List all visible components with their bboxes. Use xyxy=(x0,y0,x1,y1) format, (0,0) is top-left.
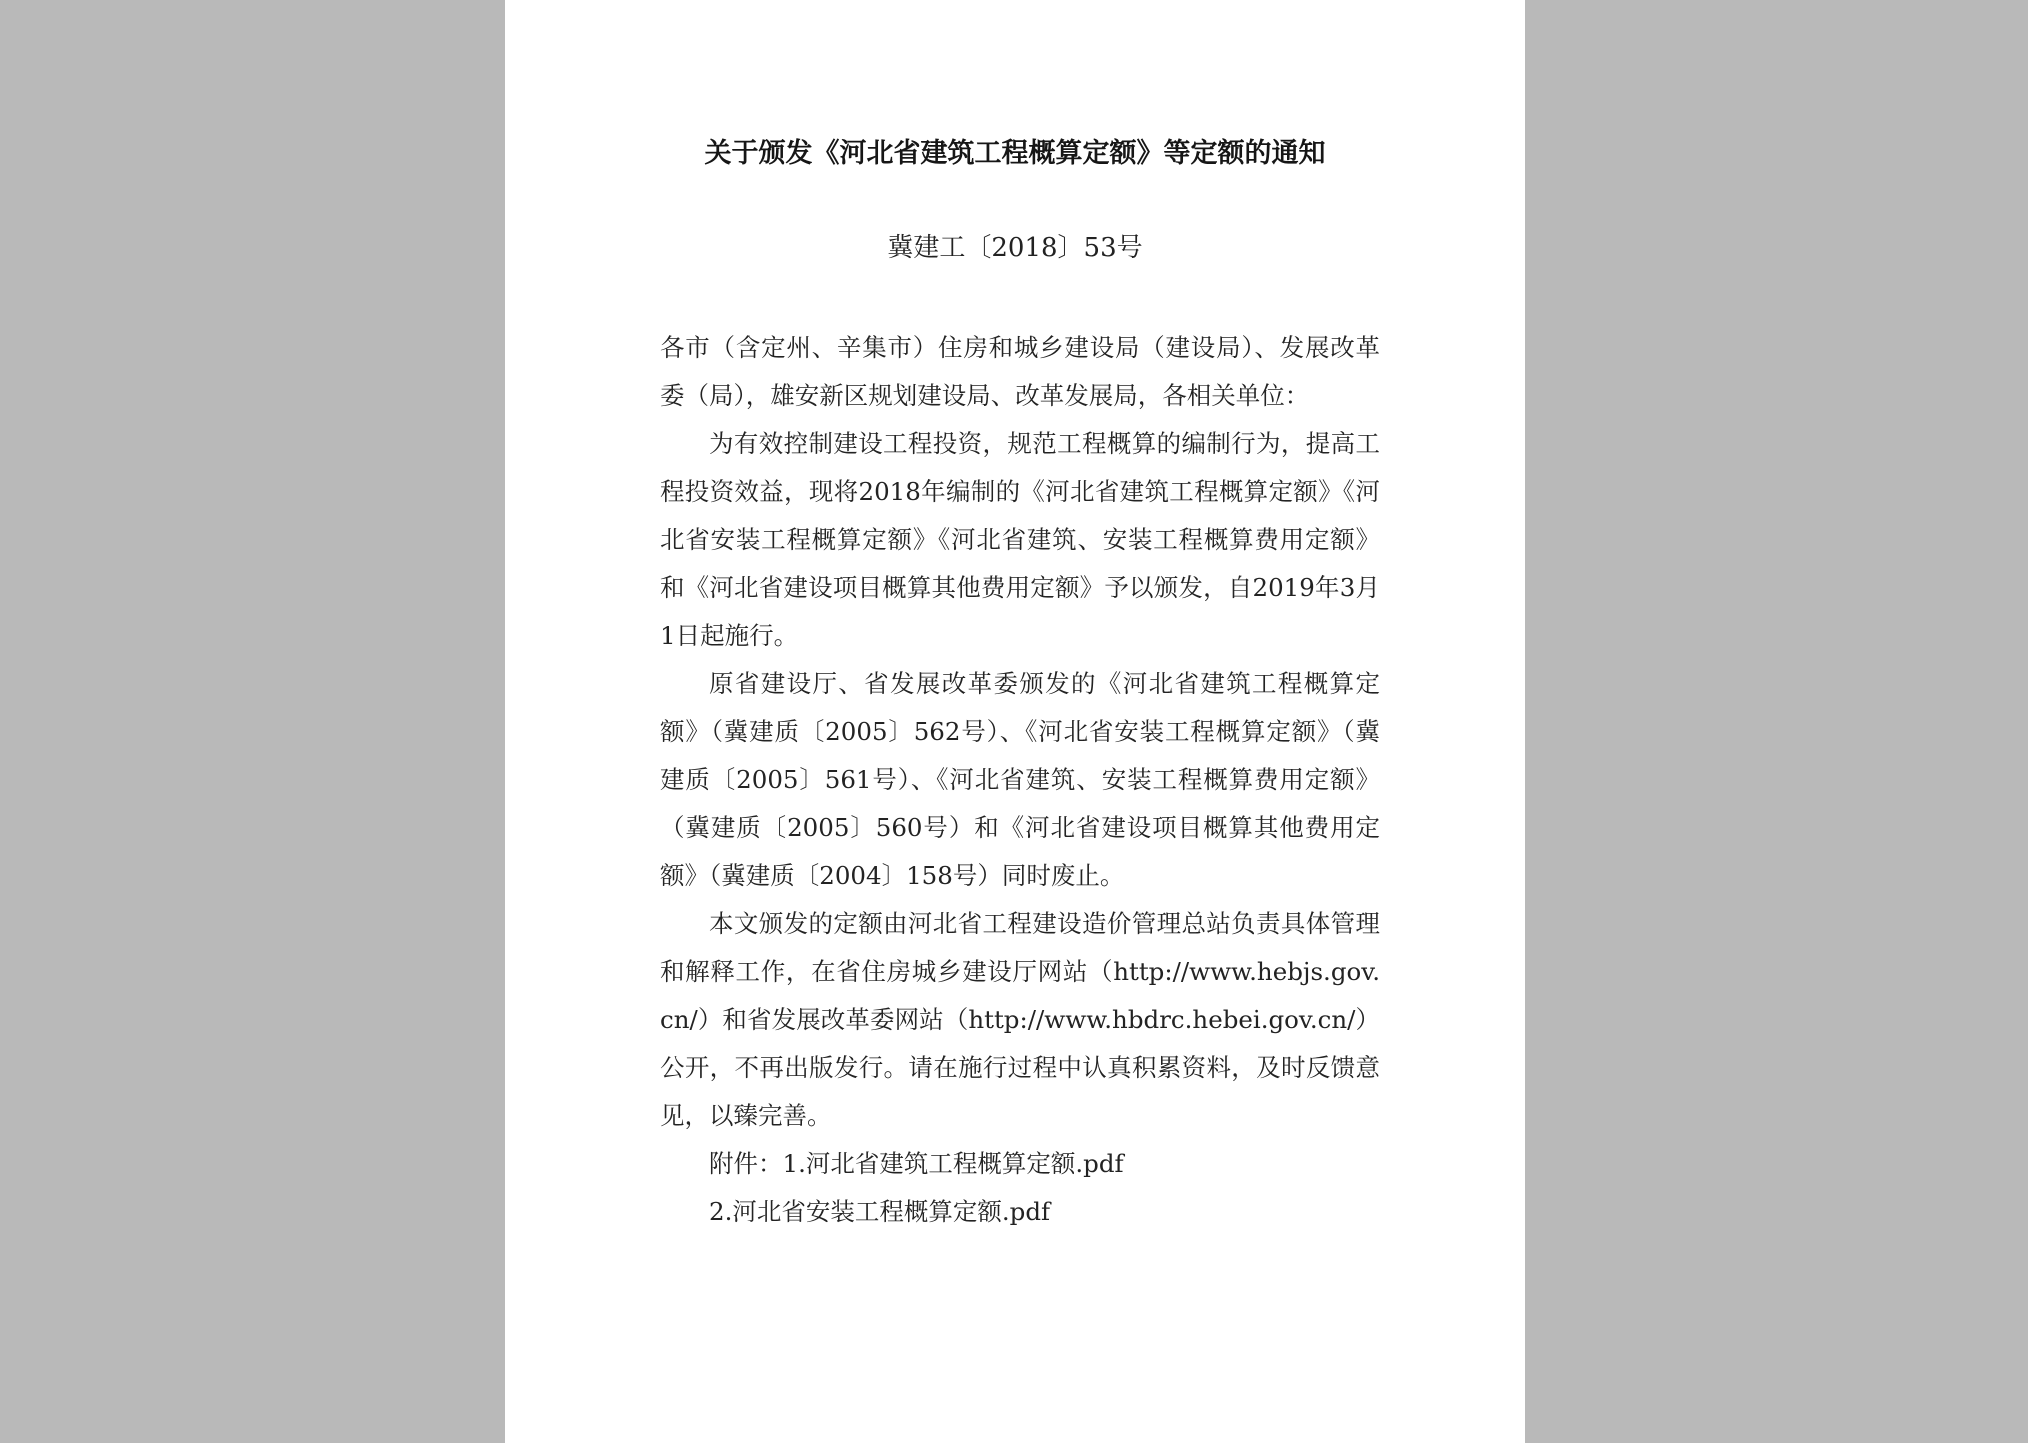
paragraph-management: 本文颁发的定额由河北省工程建设造价管理总站负责具体管理和解释工作，在省住房城乡建设厅网站（http://www.hebjs.gov.cn/）和省发展改革委网站（http://www.hbdrc.hebei.gov.cn/）公开，不再出版发行。请在施行过程中认真积累资料，及时反馈意见，以臻完善。 xyxy=(660,909,1380,1130)
document-title: 关于颁发《河北省建筑工程概算定额》等定额的通知 xyxy=(704,138,1326,169)
document-page xyxy=(505,0,1525,1443)
attachment-item-1[interactable]: 附件：1.河北省建筑工程概算定额.pdf xyxy=(709,1149,1124,1178)
attachment-item-2[interactable]: 2.河北省安装工程概算定额.pdf xyxy=(709,1197,1051,1226)
document-body xyxy=(660,324,1380,1236)
salutation: 各市（含定州、辛集市）住房和城乡建设局（建设局）、发展改革委（局），雄安新区规划建设局、改革发展局，各相关单位： xyxy=(660,333,1380,410)
paragraph-repeal: 原省建设厅、省发展改革委颁发的《河北省建筑工程概算定额》（冀建质〔2005〕562号）、《河北省安装工程概算定额》（冀建质〔2005〕561号）、《河北省建筑、安装工程概算费用定额》（冀建质〔2005〕560号）和《河北省建设项目概算其他费用定额》（冀建质〔2004〕158号）同时废止。 xyxy=(660,669,1380,890)
paragraph-purpose: 为有效控制建设工程投资，规范工程概算的编制行为，提高工程投资效益，现将2018年编制的《河北省建筑工程概算定额》《河北省安装工程概算定额》《河北省建筑、安装工程概算费用定额》和《河北省建设项目概算其他费用定额》予以颁发，自2019年3月1日起施行。 xyxy=(660,429,1380,650)
document-number: 冀建工〔2018〕53号 xyxy=(887,233,1143,263)
